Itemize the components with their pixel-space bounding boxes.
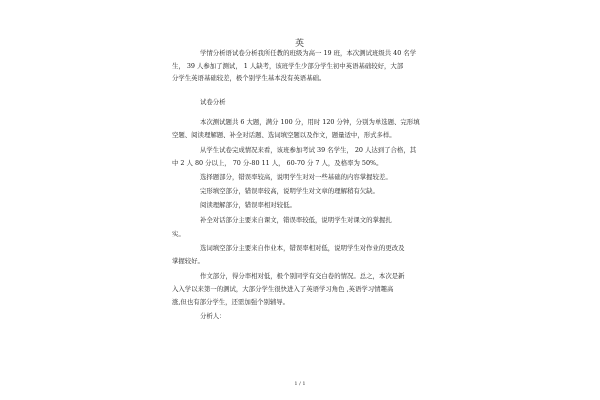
- paragraph-line: 阅读理解部分，错误率相对较低。: [200, 201, 296, 209]
- paragraph-line: 分学生英语基础较差，极个别学生基本没有英语基础。: [172, 74, 326, 82]
- paragraph-line: 实。: [172, 230, 185, 238]
- paragraph-line: 中 2 人 80 分以上， 70 分-80 11 人， 60-70 分 7 人，及格率为 50%。: [172, 159, 383, 167]
- paragraph-line: 本次测试题共 6 大题，满分 100 分，用时 120 分钟，分别为单选题、完形填: [200, 118, 420, 126]
- document-title: 英: [294, 39, 305, 49]
- paragraph-line: 生， 39 人参加了测试， 1 人缺考，该班学生少部分学生初中英语基础较好，大部: [172, 62, 404, 70]
- author-label: 分析人：: [200, 312, 226, 320]
- paragraph-line: 完形填空部分，错误率较高，说明学生对文章的理解稍有欠缺。: [200, 187, 379, 195]
- paragraph-line: 从学生试卷完成情况来看，该班参加考试 39 名学生， 20 人达到了合格，其: [200, 146, 417, 154]
- paragraph-line: 入入学以来第一的测试，大部分学生很快进入了英语学习角色 ,英语学习情趣高: [172, 285, 394, 293]
- paragraph-line: 作文部分，得分率相对低，极个别同学有交白卷的情况。总之，本次是新: [200, 272, 405, 280]
- paragraph-line: 掌握较好。: [172, 257, 204, 265]
- paragraph-line: 涨,但也有部分学生，还需加强个别辅导。: [172, 298, 290, 306]
- section-heading: 试卷分析: [200, 98, 226, 106]
- paragraph-line: 选择题部分，错误率较高，说明学生对对一些基础的内容掌握较差。: [200, 173, 392, 181]
- paragraph-line: 学情分析语试卷分析我所任教的班级为高一 19 班，本次测试班级共 40 名学: [200, 49, 417, 57]
- paragraph-line: 补全对话部分主要来自课文，错误率较低，说明学生对课文的掌握扎: [200, 216, 392, 224]
- paragraph-line: 选词填空部分主要来自作业本，错误率相对低，说明学生对作业的更改及: [200, 244, 405, 252]
- page-number: 1 / 1: [294, 381, 306, 387]
- paragraph-line: 空题、阅读理解题、补全对话题、选词填空题以及作文，题量适中，形式多样。: [172, 131, 396, 139]
